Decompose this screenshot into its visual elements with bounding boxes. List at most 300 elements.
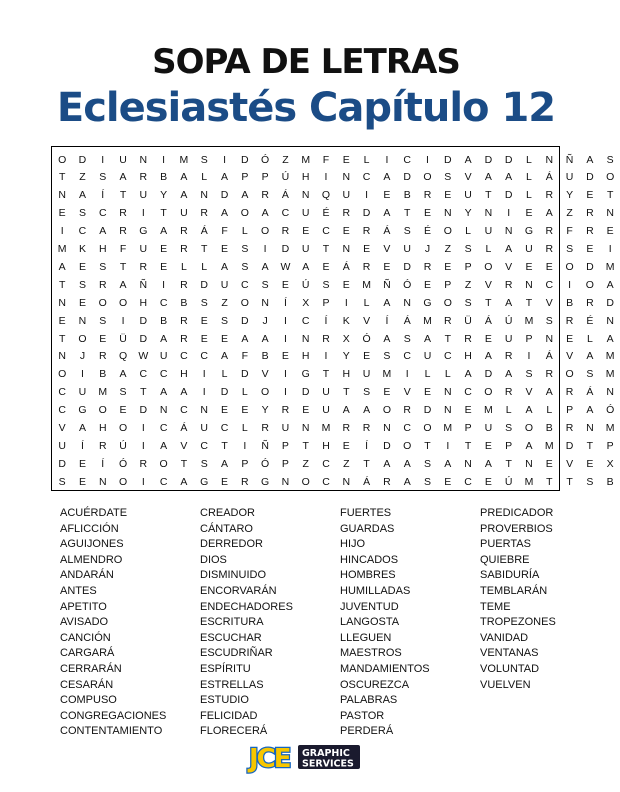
grid-letter: N [525,278,533,291]
grid-letter: O [484,386,493,399]
grid-letter: A [383,296,391,309]
grid-letter: N [78,314,87,327]
grid-letter: O [98,296,107,309]
grid-row [52,472,614,491]
word-item: ESTUDIO [200,694,249,707]
grid-letter: P [241,171,249,184]
grid-letter: C [200,439,209,452]
word-item: GUARDAS [340,522,395,535]
grid-letter: O [565,260,574,273]
grid-letter: C [545,278,554,291]
grid-letter: U [78,386,87,399]
word-item: ANTES [60,584,97,597]
grid-letter: V [383,243,391,255]
grid-letter: B [99,368,107,381]
grid-letter: E [302,225,310,238]
grid-letter: Z [343,457,350,470]
grid-letter: A [383,332,391,345]
grid-letter: Á [200,225,208,238]
grid-letter: Z [221,296,228,309]
grid-letter: H [322,439,330,452]
word-item: TROPEZONES [480,616,556,629]
grid-letter: I [121,314,125,327]
grid-letter: M [423,314,432,327]
grid-letter: H [342,368,351,381]
grid-letter: I [527,350,531,363]
grid-letter: A [525,404,533,417]
grid-letter: S [241,260,249,273]
grid-letter: E [484,439,492,452]
grid-letter: Ó [261,457,270,470]
grid-letter: S [261,278,269,291]
grid-letter: C [180,404,188,417]
grid-letter: E [606,225,614,238]
word-list [60,506,560,746]
grid-letter: E [383,189,391,202]
grid-letter: N [545,332,554,345]
grid-letter: Ü [119,332,127,345]
grid-letter: G [301,368,310,381]
grid-letter: S [586,475,594,488]
grid-letter: P [505,439,513,452]
grid-letter: C [159,422,168,434]
grid-letter: R [545,368,554,381]
grid-letter: A [383,171,391,184]
grid-letter: N [58,296,66,309]
grid-letter: I [162,153,166,166]
grid-letter: Ó [261,153,270,166]
grid-letter: N [606,386,614,399]
word-column [200,506,340,740]
grid-letter: R [139,171,148,184]
grid-letter: C [281,207,290,220]
grid-letter: E [444,475,452,488]
grid-letter: E [423,278,431,291]
grid-letter: R [565,314,574,327]
grid-letter: T [505,457,512,470]
grid-letter: R [504,386,513,399]
grid-letter: A [484,457,492,470]
grid-letter: E [342,225,350,238]
grid-letter: A [180,475,188,488]
grid-letter: S [403,225,411,238]
grid-letter: T [160,207,167,220]
grid-letter: L [586,332,593,345]
grid-letter: G [423,296,432,309]
grid-letter: E [200,314,208,327]
grid-letter: R [586,207,594,220]
grid-letter: D [139,332,148,345]
grid-letter: R [119,225,127,238]
grid-letter: J [262,314,268,327]
grid-letter: A [363,404,371,417]
grid-row [52,365,615,384]
grid-letter: T [586,439,594,452]
grid-letter: L [424,368,431,381]
grid-letter: H [98,243,107,255]
grid-letter: Í [385,314,389,327]
grid-letter: K [342,314,350,327]
word-item: SABIDURÍA [480,569,540,582]
grid-letter: A [221,171,229,184]
grid-letter: N [159,404,168,417]
grid-letter: N [58,350,66,363]
grid-letter: Z [282,153,289,166]
grid-letter: E [363,243,371,255]
word-item: LLEGUEN [340,631,392,644]
grid-letter: Ó [362,332,371,345]
grid-letter: U [484,225,493,238]
grid-letter: R [362,422,371,434]
grid-letter: I [202,368,206,381]
grid-letter: U [362,368,371,381]
grid-letter: E [78,260,86,273]
word-item: ESCUDRIÑAR [200,647,273,660]
grid-letter: U [281,422,290,434]
letter-grid [51,146,615,491]
grid-letter: E [586,457,594,470]
grid-letter: U [139,243,148,255]
grid-letter: S [586,368,594,381]
grid-letter: D [565,439,574,452]
grid-letter: T [566,475,573,488]
word-item: PERDERÁ [340,725,394,738]
grid-letter: N [525,457,533,470]
grid-letter: R [565,422,574,434]
grid-row [52,257,615,276]
grid-letter: S [566,243,574,255]
grid-letter: Q [118,350,128,363]
grid-letter: T [546,475,553,488]
grid-letter: R [565,386,574,399]
grid-letter: L [181,260,187,273]
grid-row [52,222,614,241]
word-item: CESARÁN [60,678,114,691]
grid-letter: N [504,225,513,238]
word-item: VENTANAS [480,647,539,660]
grid-letter: C [464,386,472,399]
grid-letter: A [383,457,391,470]
grid-letter: M [484,404,493,417]
grid-letter: E [383,386,391,399]
grid-row [52,150,614,169]
grid-letter: E [78,457,86,470]
grid-letter: E [545,260,553,273]
grid-letter: Y [464,207,472,220]
grid-letter: D [443,153,452,166]
grid-letter: S [525,368,533,381]
grid-letter: B [160,314,168,327]
grid-letter: V [545,296,553,309]
grid-letter: L [526,171,532,184]
grid-letter: A [545,207,553,220]
grid-row [52,347,615,366]
grid-letter: U [464,189,472,202]
grid-letter: Z [302,457,309,470]
grid-letter: R [98,278,107,291]
grid-letter: M [362,278,371,291]
grid-letter: C [322,225,330,238]
grid-letter: D [362,207,371,220]
grid-letter: O [240,296,249,309]
grid-letter: C [443,350,452,363]
grid-letter: L [505,404,512,417]
word-item: CERRARÁN [60,662,122,675]
grid-letter: I [141,422,145,434]
grid-letter: H [98,422,107,434]
grid-letter: T [302,439,309,452]
grid-letter: Y [566,189,574,202]
grid-letter: O [606,171,615,184]
grid-row [52,311,614,330]
grid-letter: V [403,386,411,399]
grid-letter: U [58,439,66,452]
grid-letter: O [484,260,493,273]
grid-letter: G [261,475,270,488]
grid-letter: O [565,368,574,381]
grid-letter: N [342,171,351,184]
grid-letter: C [464,475,472,488]
grid-letter: Á [586,386,594,399]
grid-letter: I [141,439,145,452]
grid-letter: S [99,314,107,327]
grid-letter: O [78,332,87,345]
grid-letter: S [606,153,614,166]
grid-letter: I [60,225,64,238]
grid-letter: S [200,153,208,166]
word-item: ESCRITURA [200,616,264,629]
grid-letter: N [586,422,594,434]
grid-row [52,401,615,420]
grid-row [52,329,614,348]
word-item: ENCORVARÁN [200,584,277,597]
grid-letter: F [566,225,573,238]
grid-letter: A [423,332,431,345]
grid-letter: E [342,278,350,291]
grid-letter: I [80,368,84,381]
grid-letter: V [484,278,492,291]
grid-letter: E [281,278,289,291]
grid-letter: T [119,189,127,202]
grid-letter: A [606,278,614,291]
word-item: AGUIJONES [60,538,124,551]
grid-letter: E [423,207,431,220]
grid-letter: D [403,171,411,184]
grid-letter: E [342,153,350,166]
grid-letter: L [241,386,248,399]
grid-letter: R [423,189,432,202]
grid-letter: N [443,207,452,220]
grid-letter: U [322,404,330,417]
grid-letter: M [382,368,392,381]
grid-letter: S [200,296,208,309]
grid-letter: I [162,278,166,291]
grid-letter: I [446,439,450,452]
grid-letter: D [78,153,87,166]
grid-letter: A [160,439,168,452]
grid-letter: U [525,243,533,255]
logo-line1: GRAPHIC [302,748,350,759]
grid-letter: M [524,314,534,327]
grid-row [52,240,612,259]
grid-letter: T [363,457,370,470]
grid-letter: C [322,457,330,470]
grid-letter: D [301,386,310,399]
grid-letter: F [221,225,228,238]
grid-letter: A [180,386,188,399]
grid-row [52,186,614,205]
grid-letter: R [464,332,472,345]
word-item: FUERTES [340,507,392,519]
grid-letter: D [281,243,290,255]
grid-letter: A [505,243,513,255]
grid-letter: N [403,296,411,309]
word-item: CANCIÓN [60,631,111,644]
grid-letter: E [302,404,310,417]
grid-letter: A [302,260,310,273]
grid-letter: D [241,153,249,166]
grid-letter: A [241,189,249,202]
grid-letter: M [524,475,534,488]
grid-letter: T [485,296,492,309]
grid-letter: T [403,207,411,220]
grid-letter: N [139,153,148,166]
grid-letter: Á [180,422,188,434]
grid-letter: E [221,475,229,488]
grid-letter: M [605,350,615,363]
grid-letter: E [383,260,391,273]
grid-letter: R [545,225,554,238]
grid-letter: A [403,457,411,470]
grid-letter: V [566,350,574,363]
grid-letter: E [566,332,574,345]
grid-letter: N [301,422,310,434]
grid-letter: X [606,457,614,470]
grid-letter: Á [403,314,411,327]
grid-letter: M [544,439,554,452]
word-item: COMPUSO [60,694,117,707]
page-subtitle: Eclesiastés Capítulo 12 [56,85,556,131]
grid-letter: A [160,332,168,345]
grid-letter: A [241,332,249,345]
word-item: QUIEBRE [480,553,530,566]
grid-letter: R [342,422,351,434]
grid-letter: R [322,332,330,345]
grid-letter: V [505,260,513,273]
word-item: HOMBRES [340,569,396,582]
grid-letter: S [423,457,431,470]
word-item: TEME [480,600,511,613]
grid-letter: A [403,475,411,488]
grid-letter: C [139,368,148,381]
word-item: AVISADO [60,616,109,629]
grid-row [52,383,614,402]
word-item: DERREDOR [200,538,263,551]
grid-letter: C [322,475,330,488]
word-item: CREADOR [200,507,256,519]
grid-letter: É [586,314,594,327]
grid-letter: R [362,260,371,273]
grid-letter: N [443,386,452,399]
grid-letter: R [180,225,188,238]
grid-letter: I [507,207,511,220]
grid-letter: R [545,243,554,255]
word-item: PUERTAS [480,538,531,551]
grid-letter: M [605,422,615,434]
grid-letter: R [504,350,513,363]
grid-letter: C [159,296,168,309]
word-item: DIOS [200,553,227,566]
grid-letter: E [484,332,492,345]
grid-letter: U [484,422,493,434]
grid-letter: F [241,350,249,363]
grid-letter: V [464,171,472,184]
grid-letter: A [484,171,492,184]
grid-letter: T [58,332,66,345]
grid-letter: I [344,296,348,309]
grid-letter: S [221,314,229,327]
grid-letter: T [201,243,208,255]
grid-letter: C [180,350,188,363]
logo-line2: SERVICES [302,758,354,770]
grid-letter: T [464,439,472,452]
grid-letter: R [423,260,432,273]
grid-letter: E [160,243,168,255]
grid-letter: C [58,386,66,399]
grid-letter: O [261,386,270,399]
grid-letter: B [180,296,188,309]
grid-letter: S [383,350,391,363]
word-item: VUELVEN [480,678,531,691]
grid-letter: Ñ [383,278,391,291]
grid-letter: N [200,404,209,417]
grid-letter: A [99,225,107,238]
grid-letter: T [343,386,350,399]
grid-letter: R [119,207,127,220]
grid-letter: B [566,296,574,309]
grid-letter: É [423,225,431,238]
grid-letter: S [58,475,66,488]
grid-letter: N [98,475,107,488]
grid-letter: D [200,278,209,291]
grid-letter: R [180,314,188,327]
grid-letter: R [180,332,188,345]
grid-letter: R [504,278,513,291]
grid-letter: C [301,314,310,327]
grid-letter: B [606,475,614,488]
grid-letter: A [119,171,127,184]
grid-letter: O [118,422,128,434]
grid-letter: N [443,404,452,417]
grid-letter: I [243,439,247,452]
grid-letter: A [342,404,350,417]
grid-letter: F [119,243,127,255]
grid-letter: S [363,386,371,399]
grid-letter: D [423,404,432,417]
grid-letter: N [342,243,351,255]
grid-letter: U [139,189,148,202]
grid-letter: Í [365,439,369,452]
grid-letter: O [58,153,67,166]
grid-letter: N [606,314,614,327]
grid-letter: T [58,278,66,291]
grid-letter: Á [545,350,553,363]
grid-letter: S [99,171,107,184]
grid-letter: C [241,278,249,291]
grid-letter: O [423,422,432,434]
grid-letter: L [241,422,248,434]
grid-letter: E [221,332,229,345]
